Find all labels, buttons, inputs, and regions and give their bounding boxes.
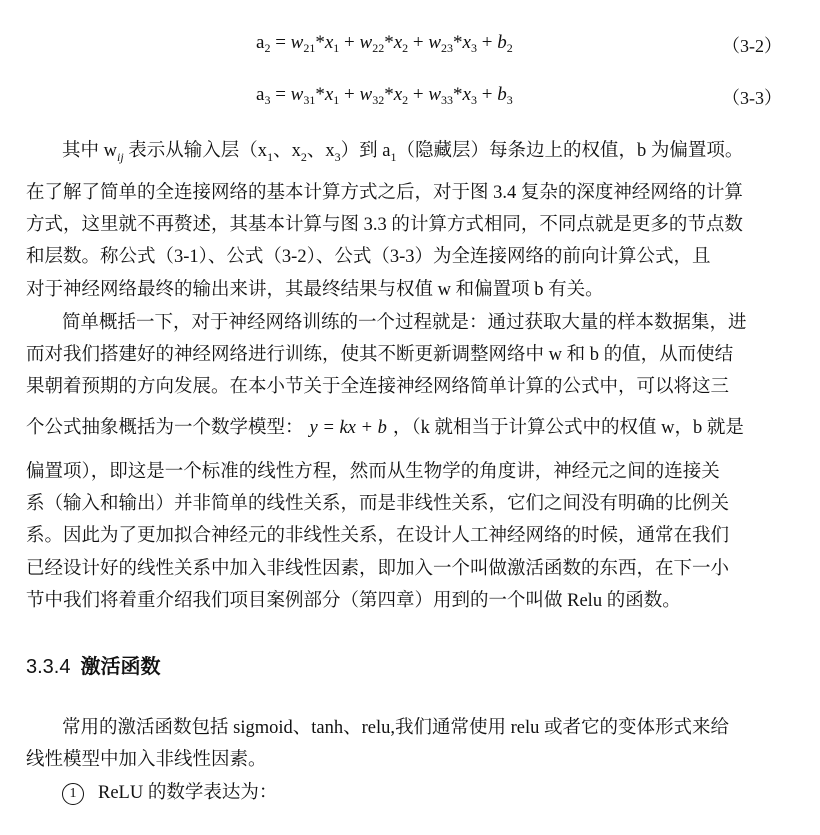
- section-heading: [26, 650, 160, 679]
- linear-model-formula: y = kx + b: [309, 418, 387, 438]
- paragraph-line: 在了解了简单的全连接网络的基本计算方式之后，对于图 3.4 复杂的深度神经网络的计算: [26, 183, 743, 203]
- paragraph-line: 而对我们搭建好的神经网络进行训练，使其不断更新调整网络中 w 和 b 的值，从而使结: [26, 345, 734, 365]
- paragraph-line: 个公式抽象概括为一个数学模型： y = kx + b ，（k 就相当于计算公式中的权值 w，b 就是: [26, 418, 744, 438]
- equation-number: （3-2）: [722, 36, 782, 56]
- equation-3-2: [0, 32, 820, 62]
- paragraph-line: 系（输入和输出）并非简单的线性关系，而是非线性关系，它们之间没有明确的比例关: [26, 494, 730, 514]
- equation-formula: $a_2 = w_{21}*x_1 + w_{22}*x_2 + w_{23}*x_3 + b_2$: [256, 32, 513, 55]
- equation-number: （3-3）: [722, 88, 782, 108]
- equation-formula: $a_3 = w_{31}*x_1 + w_{32}*x_2 + w_{33}*x_3 + b_3$: [256, 84, 513, 107]
- paragraph-line: 已经设计好的线性关系中加入非线性因素，即加入一个叫做激活函数的东西，在下一小: [26, 559, 730, 579]
- section-number: 3.3.4: [26, 656, 71, 678]
- paragraph-line: 偏置项），即这是一个标准的线性方程，然而从生物学的角度讲，神经元之间的连接关: [26, 462, 720, 482]
- circled-number-marker: 1: [62, 783, 84, 805]
- equation-3-3: [0, 84, 820, 114]
- paragraph-line: 方式，这里就不再赘述，其基本计算与图 3.3 的计算方式相同，不同点就是更多的节点数: [26, 215, 743, 235]
- paragraph-line: 果朝着预期的方向发展。在本小节关于全连接神经网络简单计算的公式中，可以将这三: [26, 377, 730, 397]
- list-item-text: ReLU 的数学表达为：: [98, 783, 278, 803]
- list-item: [62, 778, 277, 805]
- paragraph-line: 对于神经网络最终的输出来讲，其最终结果与权值 w 和偏置项 b 有关。: [26, 280, 604, 300]
- paragraph-line: 系。因此为了更加拟合神经元的非线性关系，在设计人工神经网络的时候，通常在我们: [26, 526, 730, 546]
- paragraph-line: 线性模型中加入非线性因素。: [26, 750, 267, 770]
- paragraph-line: 和层数。称公式（3-1）、公式（3-2）、公式（3-3）为全连接网络的前向计算公式，且: [26, 247, 711, 267]
- section-title: 激活函数: [80, 656, 161, 678]
- paragraph-line: 其中 $w_{ij}$ 表示从输入层（$x_1$、$x_2$、$x_3$）到 $a_1$（隐藏层）每条边上的权值，b 为偏置项。: [62, 141, 744, 164]
- paragraph-line: 常用的激活函数包括 sigmoid、tanh、relu,我们通常使用 relu 或者它的变体形式来给: [62, 718, 729, 738]
- paragraph-line: 简单概括一下，对于神经网络训练的一个过程就是：通过获取大量的样本数据集，进: [62, 313, 747, 333]
- paragraph-line: 节中我们将着重介绍我们项目案例部分（第四章）用到的一个叫做 Relu 的函数。: [26, 591, 681, 611]
